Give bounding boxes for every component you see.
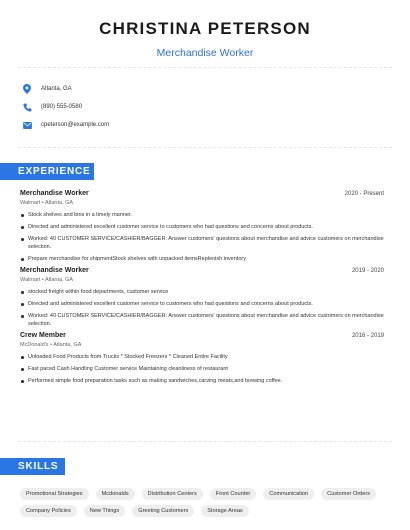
job-dates: 2019 - 2020 bbox=[351, 268, 384, 274]
experience-list bbox=[20, 190, 384, 389]
experience-section-heading: EXPERIENCE bbox=[0, 163, 94, 180]
job-entry bbox=[20, 190, 384, 263]
email-icon bbox=[22, 120, 32, 130]
bullet-item: stocked freight within food departments, customer service bbox=[20, 288, 384, 296]
divider bbox=[18, 147, 392, 148]
bullet-item: Unloaded Food Products from Trucks * Stocked Freezers * Cleaned Entire Facility bbox=[20, 353, 384, 361]
skill-chip: Distribution Centers bbox=[142, 488, 203, 500]
job-company: Walmart • Atlanta, GA bbox=[20, 200, 74, 206]
bullet-item: Worked: 40 CUSTOMER SERVICE/CASHIER/BAGGER: Answer customers' questions about merchandise and advice customers on merchandise selection. bbox=[20, 312, 384, 328]
job-company: Walmart • Atlanta, GA bbox=[20, 277, 74, 283]
job-position: Crew Member bbox=[20, 332, 66, 339]
skill-chip: Communication bbox=[263, 488, 314, 500]
job-bullets bbox=[20, 211, 384, 263]
bullet-item: Worked: 40 CUSTOMER SERVICE/CASHIER/BAGGER: Answer customers' questions about merchandise and advice customers on merchandise selection. bbox=[20, 235, 384, 251]
job-dates: 2016 - 2019 bbox=[351, 333, 384, 339]
bullet-item: Performed simple food preparation tasks such as making sandwiches,carving meats,and brewing coffee. bbox=[20, 377, 384, 385]
divider bbox=[18, 441, 392, 442]
skill-chip: Greeting Customers bbox=[132, 505, 194, 517]
job-entry bbox=[20, 267, 384, 328]
job-dates: 2020 - Present bbox=[344, 191, 384, 197]
location-text: Atlanta, GA bbox=[41, 86, 72, 92]
job-entry bbox=[20, 332, 384, 385]
phone-text: (890) 555-0580 bbox=[41, 104, 83, 110]
skill-chip: Promotional Strategies bbox=[20, 488, 89, 500]
bullet-item: Stock shelves and bins in a timely manner. bbox=[20, 211, 384, 219]
contact-block bbox=[22, 80, 109, 134]
job-bullets bbox=[20, 353, 384, 385]
bullet-item: Directed and administered excellent customer service to customers who had questions and concerns about products. bbox=[20, 223, 384, 231]
bullet-item: Directed and administered excellent customer service to customers who had questions and concerns about products. bbox=[20, 300, 384, 308]
skills-list bbox=[20, 488, 390, 522]
job-company: McDonald's • Atlanta, GA bbox=[20, 342, 82, 348]
candidate-name: CHRISTINA PETERSON bbox=[99, 19, 311, 38]
contact-email bbox=[22, 116, 109, 134]
skill-chip: Customer Orders bbox=[321, 488, 376, 500]
job-position: Merchandise Worker bbox=[20, 190, 89, 197]
phone-icon bbox=[22, 102, 32, 112]
skill-chip: Front Counter bbox=[210, 488, 257, 500]
job-bullets bbox=[20, 288, 384, 328]
email-text: cpeterson@example.com bbox=[41, 122, 110, 128]
location-pin-icon bbox=[22, 84, 32, 94]
job-title-heading: Merchandise Worker bbox=[156, 47, 254, 59]
divider bbox=[18, 67, 392, 68]
skill-chip: New Things bbox=[84, 505, 125, 517]
contact-location bbox=[22, 80, 109, 98]
skill-chip: Company Policies bbox=[20, 505, 77, 517]
skill-chip: Storage Areas bbox=[201, 505, 248, 517]
job-position: Merchandise Worker bbox=[20, 267, 89, 274]
resume-header bbox=[0, 0, 410, 59]
contact-phone bbox=[22, 98, 109, 116]
skill-chip: Mcdonalds bbox=[96, 488, 135, 500]
skills-section-heading: SKILLS bbox=[0, 458, 65, 475]
bullet-item: Prepare merchandise for shipmentStock shelves with unpacked itemsReplenish inventory bbox=[20, 255, 384, 263]
bullet-item: Fast paced Cash Handling Customer service Maintaining cleanliness of restaurant bbox=[20, 365, 384, 373]
